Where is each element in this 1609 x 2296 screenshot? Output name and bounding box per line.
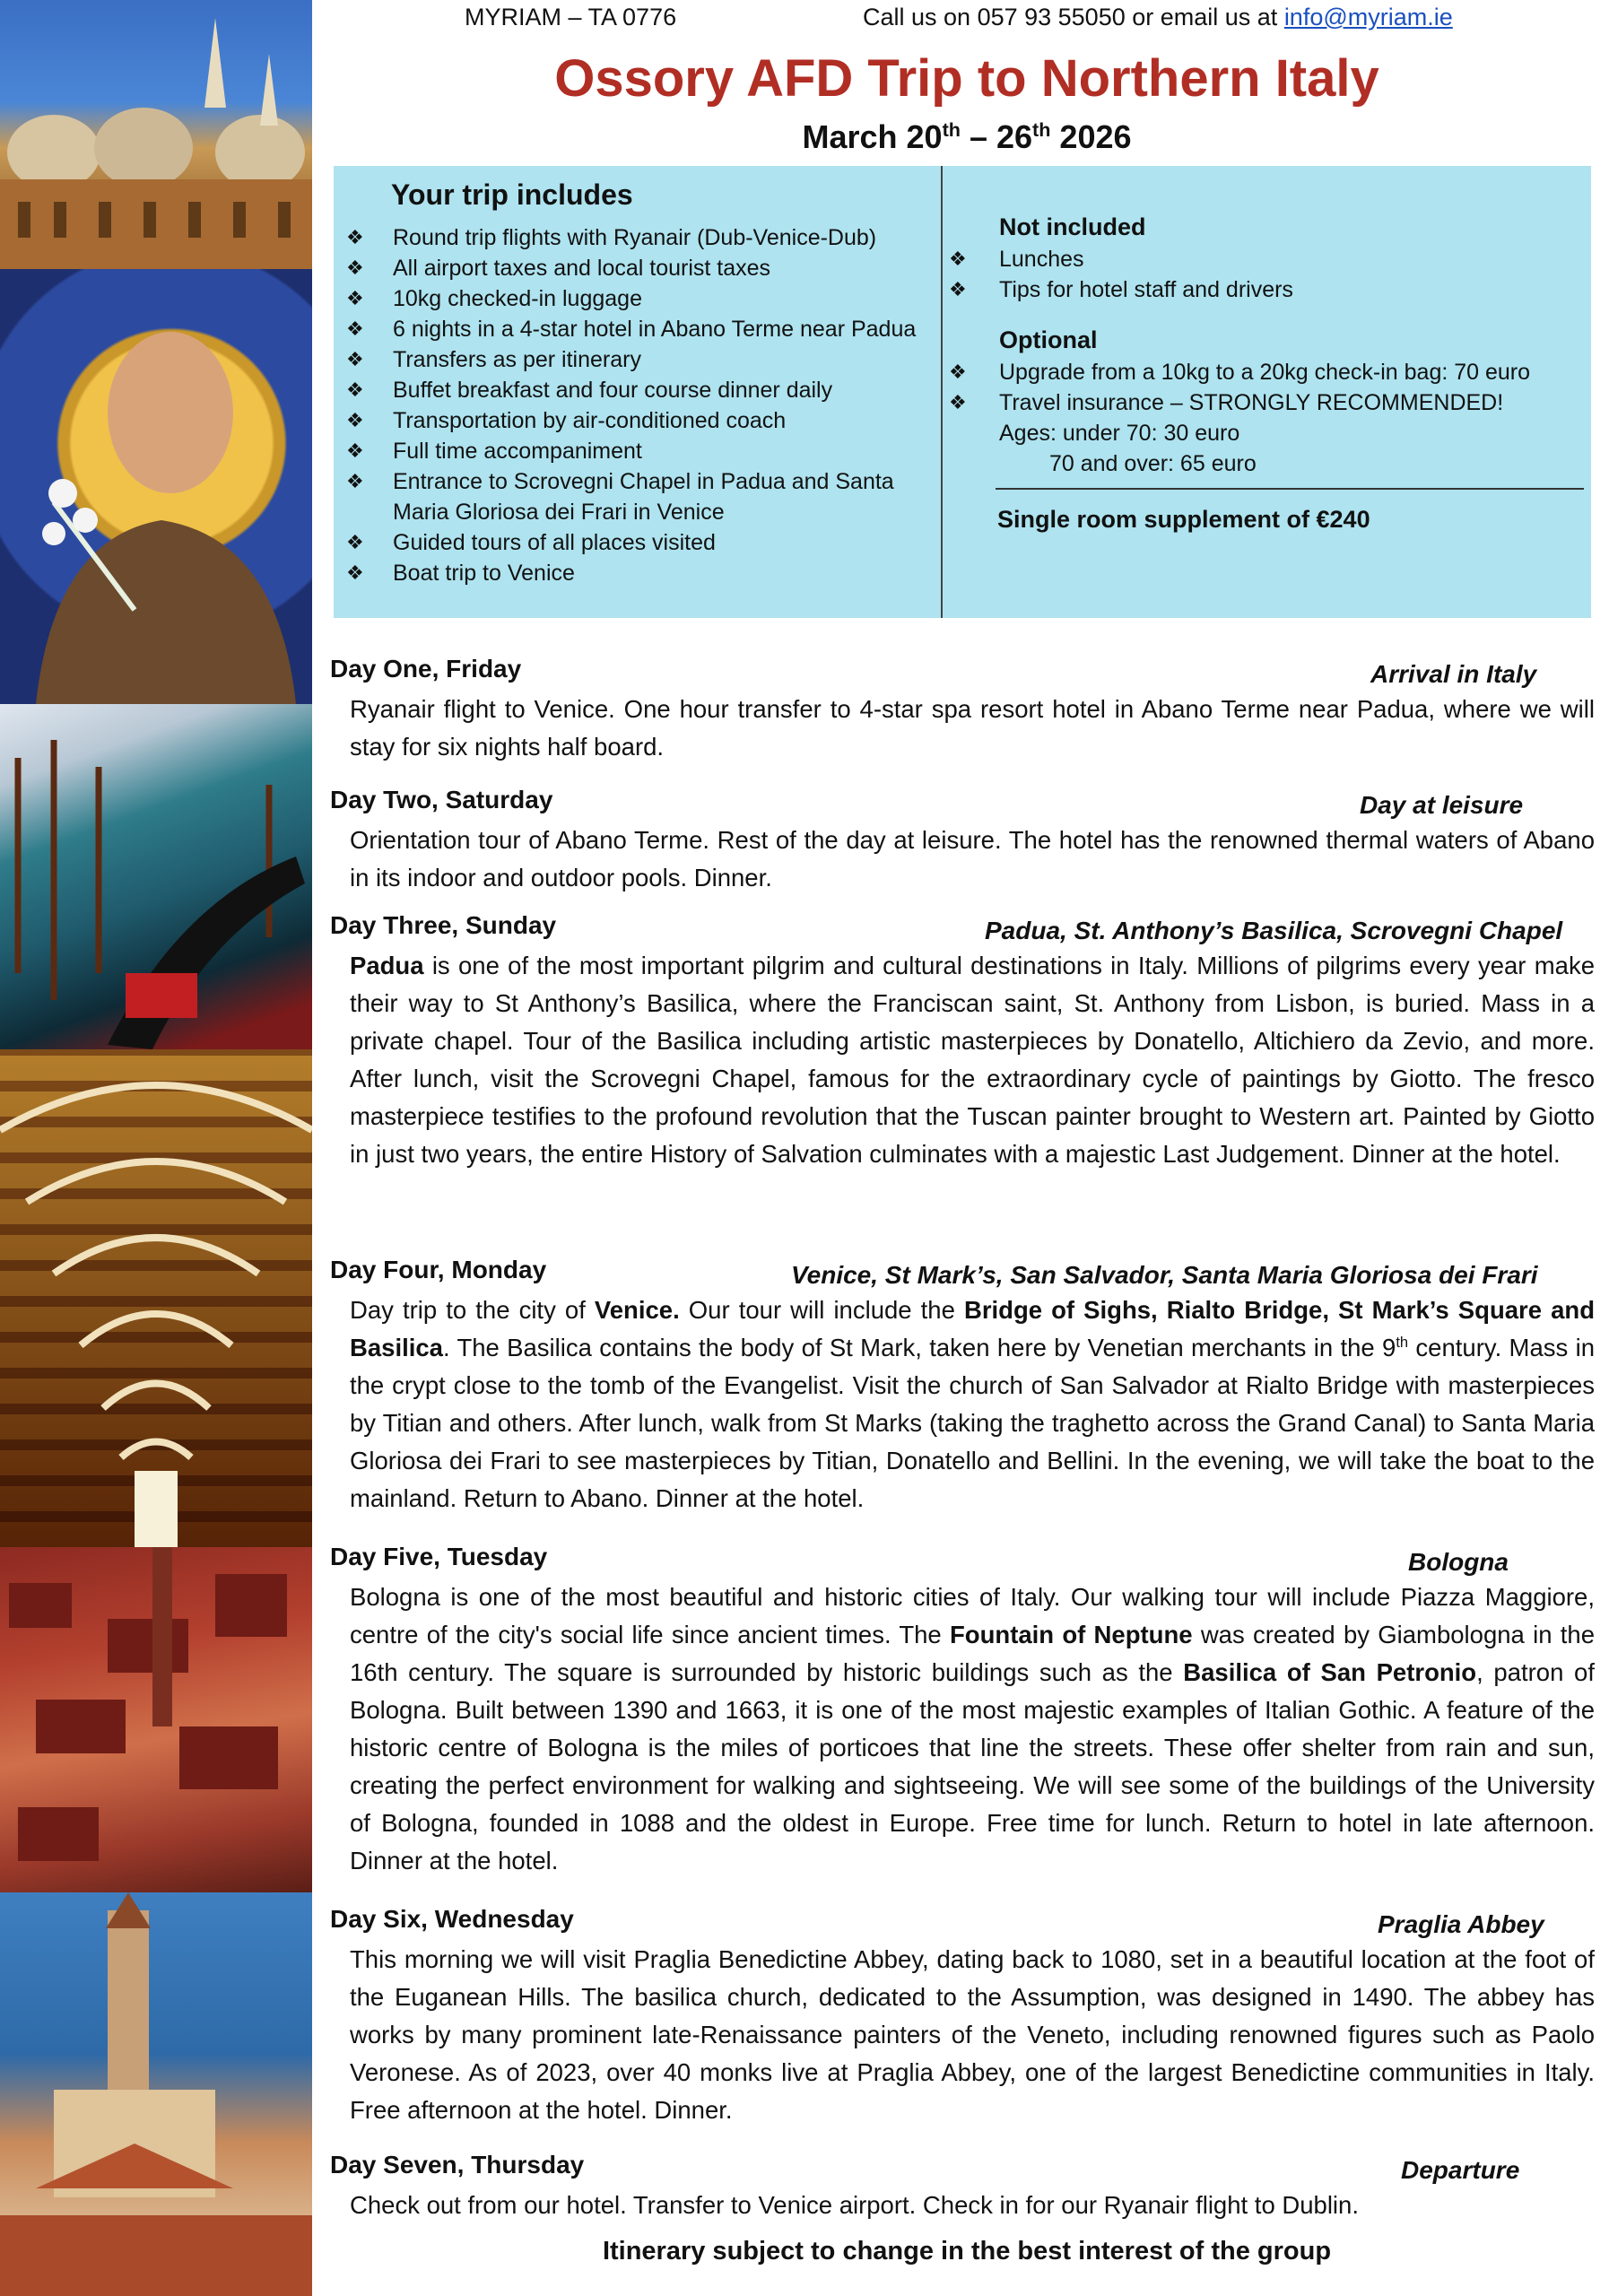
not-included-heading: Not included xyxy=(999,213,1146,240)
bologna-rooftops-photo xyxy=(0,1547,312,1892)
day-name: Day Three, Sunday xyxy=(330,911,557,939)
divider-line xyxy=(996,488,1584,490)
list-item: ❖ Transfers as per itinerary xyxy=(341,344,933,375)
day-name: Day Five, Tuesday xyxy=(330,1543,548,1570)
day-theme: Departure xyxy=(1401,2156,1520,2184)
saint-anthony-painting xyxy=(0,269,312,704)
page-title: Ossory AFD Trip to Northern Italy xyxy=(554,49,1379,108)
bullet-icon: ❖ xyxy=(949,278,967,300)
day-three xyxy=(330,911,1595,1173)
day-description: Check out from our hotel. Transfer to Venice airport. Check in for our Ryanair flight to Dublin. xyxy=(350,2191,1359,2219)
date-year: 2026 xyxy=(1050,118,1132,155)
day-description: Ryanair flight to Venice. One hour transfer to 4-star spa resort hotel in Abano Terme near Padua, where we will stay for six nights half board. xyxy=(350,695,1595,761)
day-description: This morning we will visit Praglia Benedictine Abbey, dating back to 1080, set in a beautiful location at the foot of the Euganean Hills. The basilica church, dedicated to the Assumption, was designed in 1490. The abbey has works by many prominent late-Renaissance painters of the Veneto, including renowned figures such as Paolo Veronese. As of 2023, over 40 monks live at Praglia Abbey, one of the largest Benedictine communities in Italy. Free afternoon at the hotel. Dinner. xyxy=(350,1945,1595,2124)
day-description: Orientation tour of Abano Terme. Rest of the day at leisure. The hotel has the renowned thermal waters of Abano in its indoor and outdoor pools. Dinner. xyxy=(350,826,1595,891)
porticoes-ceiling-photo xyxy=(0,1049,312,1547)
bullet-icon: ❖ xyxy=(346,470,364,492)
list-item: ❖ Buffet breakfast and four course dinner daily xyxy=(341,375,933,405)
basilica-domes-photo xyxy=(0,0,312,269)
list-item: ❖ Tips for hotel staff and drivers xyxy=(947,274,1587,305)
date-start: March 20 xyxy=(802,118,943,155)
bullet-icon: ❖ xyxy=(949,248,967,270)
single-room-supplement: Single room supplement of €240 xyxy=(997,506,1370,533)
includes-list xyxy=(341,222,933,588)
itinerary-disclaimer: Itinerary subject to change in the best interest of the group xyxy=(602,2237,1332,2266)
includes-column xyxy=(341,179,933,588)
day-theme: Padua, St. Anthony’s Basilica, Scrovegni Chapel xyxy=(985,917,1563,944)
day-name: Day Four, Monday xyxy=(330,1256,547,1283)
day-description: Day trip to the city of Venice. Our tour will include the Bridge of Sighs, Rialto Bridge, St Mark’s Square and Basilica. The Basilica contains the body of St Mark, taken here by Venetian merchants in the 9th century. Mass in the crypt close to the tomb of the Evangelist. Visit the church of San Salvador at Rialto Bridge with masterpieces by Titian and others. After lunch, walk from St Marks (taking the traghetto across the Grand Canal) to Santa Maria Gloriosa dei Frari to see masterpieces by Titian, Donatello and Bellini. In the evening, we will take the boat to the mainland. Return to Abano. Dinner at the hotel. xyxy=(350,1296,1595,1512)
bold-text: Venice. xyxy=(594,1296,680,1324)
bullet-icon: ❖ xyxy=(346,287,364,309)
includes-heading: Your trip includes xyxy=(391,178,633,211)
list-item: ❖ Guided tours of all places visited xyxy=(341,527,933,558)
bullet-icon: ❖ xyxy=(346,531,364,553)
insurance-ages-over: 70 and over: 65 euro xyxy=(1049,451,1257,476)
day-theme: Day at leisure xyxy=(1360,791,1524,819)
day-two xyxy=(330,786,1595,897)
day-one xyxy=(330,655,1595,766)
bullet-icon: ❖ xyxy=(346,378,364,401)
list-item: ❖ Upgrade from a 10kg to a 20kg check-in bag: 70 euro xyxy=(947,357,1587,387)
insurance-ages: Ages: under 70: 30 euro xyxy=(999,421,1240,446)
bullet-icon: ❖ xyxy=(346,409,364,431)
list-item: ❖ Transportation by air-conditioned coach xyxy=(341,405,933,436)
day-theme: Venice, St Mark’s, San Salvador, Santa Maria Gloriosa dei Frari xyxy=(791,1261,1538,1289)
list-item: ❖ 6 nights in a 4-star hotel in Abano Terme near Padua xyxy=(341,314,933,344)
bold-text: Basilica of San Petronio xyxy=(1183,1658,1477,1686)
day-seven xyxy=(330,2151,1595,2224)
list-item: ❖ Round trip flights with Ryanair (Dub-Venice-Dub) xyxy=(341,222,933,253)
bullet-icon: ❖ xyxy=(346,257,364,279)
list-item: ❖ All airport taxes and local tourist taxes xyxy=(341,253,933,283)
list-item: ❖ Entrance to Scrovegni Chapel in Padua and Santa Maria Gloriosa dei Frari in Venice xyxy=(341,466,933,527)
bold-text: Bridge of Sighs, Rialto Bridge, St Mark’s Square and Basilica xyxy=(350,1296,1595,1361)
day-five xyxy=(330,1543,1595,1880)
day-theme: Praglia Abbey xyxy=(1378,1910,1544,1938)
agency-label: MYRIAM – TA 0776 xyxy=(465,4,677,30)
day-six xyxy=(330,1905,1595,2129)
list-item: ❖ 10kg checked-in luggage xyxy=(341,283,933,314)
bold-text: Fountain of Neptune xyxy=(950,1621,1193,1648)
trip-dates xyxy=(341,118,1593,156)
list-item: ❖ Full time accompaniment xyxy=(341,436,933,466)
extras-column xyxy=(947,212,1587,535)
day-description: Bologna is one of the most beautiful and historic cities of Italy. Our walking tour will include Piazza Maggiore, centre of the city's social life since ancient times. The Fountain of Neptune was created by Giambologna in the 16th century. The square is surrounded by historic buildings such as the Basilica of San Petronio, patron of Bologna. Built between 1390 and 1663, it is one of the most majestic examples of Italian Gothic. A feature of the historic centre of Bologna is the miles of porticoes that line the streets. These offer shelter from rain and sun, creating the perfect environment for walking and sightseeing. We will see some of the buildings of the University of Bologna, founded in 1088 and the oldest in Europe. Free time for lunch. Return to hotel in late afternoon. Dinner at the hotel. xyxy=(350,1583,1595,1874)
list-item: ❖ Travel insurance – STRONGLY RECOMMENDED! xyxy=(947,387,1587,418)
day-theme: Bologna xyxy=(1408,1548,1509,1576)
contact-text: Call us on 057 93 55050 or email us at xyxy=(863,4,1284,30)
day-name: Day Seven, Thursday xyxy=(330,2151,585,2179)
bullet-icon: ❖ xyxy=(346,561,364,584)
email-link[interactable]: info@myriam.ie xyxy=(1283,4,1453,30)
day-name: Day Two, Saturday xyxy=(330,786,553,813)
bold-text: Padua xyxy=(350,952,424,979)
bullet-icon: ❖ xyxy=(949,361,967,383)
optional-list xyxy=(947,357,1587,418)
coastal-town-photo xyxy=(0,1892,312,2296)
contact-line xyxy=(863,4,1453,31)
optional-heading: Optional xyxy=(999,326,1098,353)
not-included-list xyxy=(947,244,1587,305)
bullet-icon: ❖ xyxy=(346,226,364,248)
bullet-icon: ❖ xyxy=(346,439,364,462)
info-box-divider xyxy=(941,166,943,618)
day-name: Day One, Friday xyxy=(330,655,522,683)
date-end-suffix: th xyxy=(1032,118,1051,141)
day-theme: Arrival in Italy xyxy=(1370,660,1537,688)
bullet-icon: ❖ xyxy=(346,348,364,370)
date-end: – 26 xyxy=(960,118,1033,155)
venice-gondolas-photo xyxy=(0,704,312,1049)
bullet-icon: ❖ xyxy=(346,317,364,340)
list-item: ❖ Boat trip to Venice xyxy=(341,558,933,588)
date-start-suffix: th xyxy=(942,118,961,141)
day-name: Day Six, Wednesday xyxy=(330,1905,574,1933)
day-description: Padua is one of the most important pilgrim and cultural destinations in Italy. Millions of pilgrims every year make their way to St Anthony’s Basilica, where the Franciscan saint, St. Anthony from Lisbon, is buried. Mass in a private chapel. Tour of the Basilica including artistic masterpieces by Donatello, Altichiero da Zevio, and more. After lunch, visit the Scrovegni Chapel, famous for the extraordinary cycle of paintings by Giotto. The fresco masterpiece testifies to the profound revolution that the Tuscan painter brought to Western art. Painted by Giotto in just two years, the entire History of Salvation culminates with a majestic Last Judgement. Dinner at the hotel. xyxy=(350,952,1595,1168)
list-item: ❖ Lunches xyxy=(947,244,1587,274)
day-four xyxy=(330,1256,1595,1518)
photo-strip xyxy=(0,0,312,2296)
bullet-icon: ❖ xyxy=(949,391,967,413)
